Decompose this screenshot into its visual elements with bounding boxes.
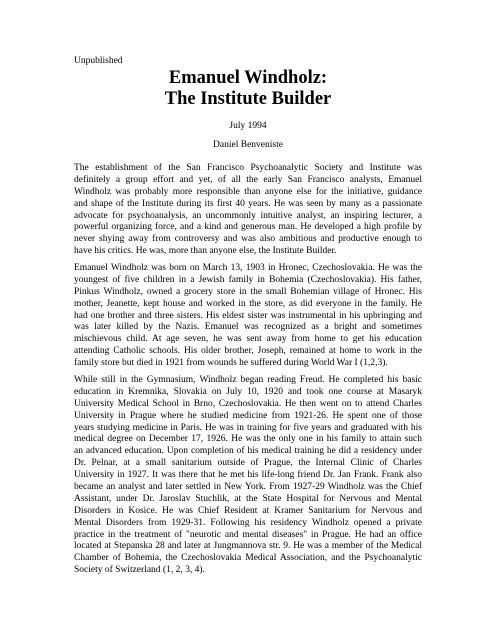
paragraph-line: definitely a group effort and yet, of all the early San Francisco analysts, Emanuel — [74, 174, 422, 185]
body-paragraph — [74, 263, 422, 370]
paragraph-line: an advanced education. Upon completion of his medical training he did a residency under — [74, 446, 422, 457]
paragraph-line: located at Stepanska 28 and later at Jungmannova str. 9. He was a member of the Medical — [74, 541, 422, 552]
paragraph-line: education in Kremnika, Slovakia on July 10, 1920 and took one course at Masaryk — [74, 386, 422, 397]
paragraph-line: youngest of five children in a Jewish family in Bohemia (Czechoslovakia). His father, — [74, 274, 422, 285]
paragraph-line: advocate for psychoanalysis, an uncommonly intuitive analyst, an inspiring lecturer, a — [74, 210, 422, 221]
paragraph-line: family store but died in 1921 from wounds he suffered during World War I (1,2,3). — [74, 358, 388, 369]
paragraph-line: Disorders in Kosice. He was Chief Resident at Kramer Sanitarium for Nervous and — [74, 505, 422, 516]
paragraph-line: mischievous child. At age seven, he was sent away from home to get his education — [74, 334, 422, 345]
paragraph-line: University Medical School in Brno, Czechoslovakia. He then went on to attend Charles — [74, 398, 422, 409]
paragraph-line: years studying medicine in Paris. He was in training for five years and graduated with his — [74, 422, 422, 433]
paragraph-line: Pinkus Windholz, owned a grocery store in the small Bohemian village of Hronec. His — [74, 286, 422, 297]
body-paragraph — [74, 375, 422, 577]
paragraph-line: Chamber of Bohemia, the Czechoslovakia Medical Association, and the Psychoanalytic — [74, 553, 422, 564]
title-line: The Institute Builder — [164, 89, 332, 109]
paragraph-line: had one brother and three sisters. His eldest sister was instrumental in his upbringing and — [74, 310, 422, 321]
document-date: July 1994 — [229, 121, 267, 131]
paragraph-line: Emanuel Windholz was born on March 13, 1903 in Hronec, Czechoslovakia. He was the — [74, 263, 422, 273]
paragraph-line: Dr. Pelnar, at a small sanitarium outside of Prague, the Internal Clinic of Charles — [74, 458, 422, 469]
body-paragraph — [74, 163, 422, 258]
paragraph-line: was later killed by the Nazis. Emanuel was recognized as a bright and sometimes — [74, 322, 422, 333]
document-title — [74, 68, 422, 110]
paragraph-line: University in Prague where he studied medicine from 1921-26. He spent one of those — [74, 410, 422, 421]
paragraph-line: Mental Disorders from 1929-31. Following his residency Windholz opened a private — [74, 517, 422, 528]
paragraph-line: The establishment of the San Francisco Psychoanalytic Society and Institute was — [74, 163, 422, 173]
paragraph-line: and shape of the Institute during its first 40 years. He was seen by many as a passionate — [74, 198, 422, 209]
paragraph-line: practice in the treatment of "neurotic and mental diseases" in Prague. He had an office — [74, 529, 422, 540]
paragraph-line: powerful organizing force, and a kind and generous man. He developed a high profile by — [74, 222, 422, 233]
paragraph-line: became an analyst and later settled in New York. From 1927-29 Windholz was the Chief — [74, 482, 422, 493]
paragraph-line: have his critics. He was, more than anyone else, the Institute Builder. — [74, 246, 337, 257]
paragraph-line: mother, Jeanette, kept house and worked in the store, as did everyone in the family. He — [74, 298, 422, 309]
paragraph-line: Society of Switzerland (1, 2, 3, 4). — [74, 565, 205, 576]
document-author: Daniel Benveniste — [213, 140, 283, 150]
paragraph-line: While still in the Gymnasium, Windholz began reading Freud. He completed his basic — [74, 375, 422, 385]
paragraph-line: Windholz was probably more responsible than anyone else for the initiative, guidance — [74, 186, 422, 197]
paragraph-line: attending Catholic schools. His older brother, Joseph, remained at home to work in the — [74, 346, 422, 357]
paragraph-line: never shying away from controversy and was also ambitious and productive enough to — [74, 234, 422, 245]
paragraph-line: medical degree on December 17, 1926. He was the only one in his family to attain such — [74, 434, 422, 445]
paragraph-line: University in 1927. It was there that he met his life-long friend Dr. Jan Frank. Frank also — [74, 470, 422, 481]
title-line: Emanuel Windholz: — [168, 68, 328, 88]
publication-status-label: Unpublished — [74, 56, 123, 66]
paragraph-line: Assistant, under Dr. Jaroslav Stuchlik, at the State Hospital for Nervous and Mental — [74, 493, 422, 504]
